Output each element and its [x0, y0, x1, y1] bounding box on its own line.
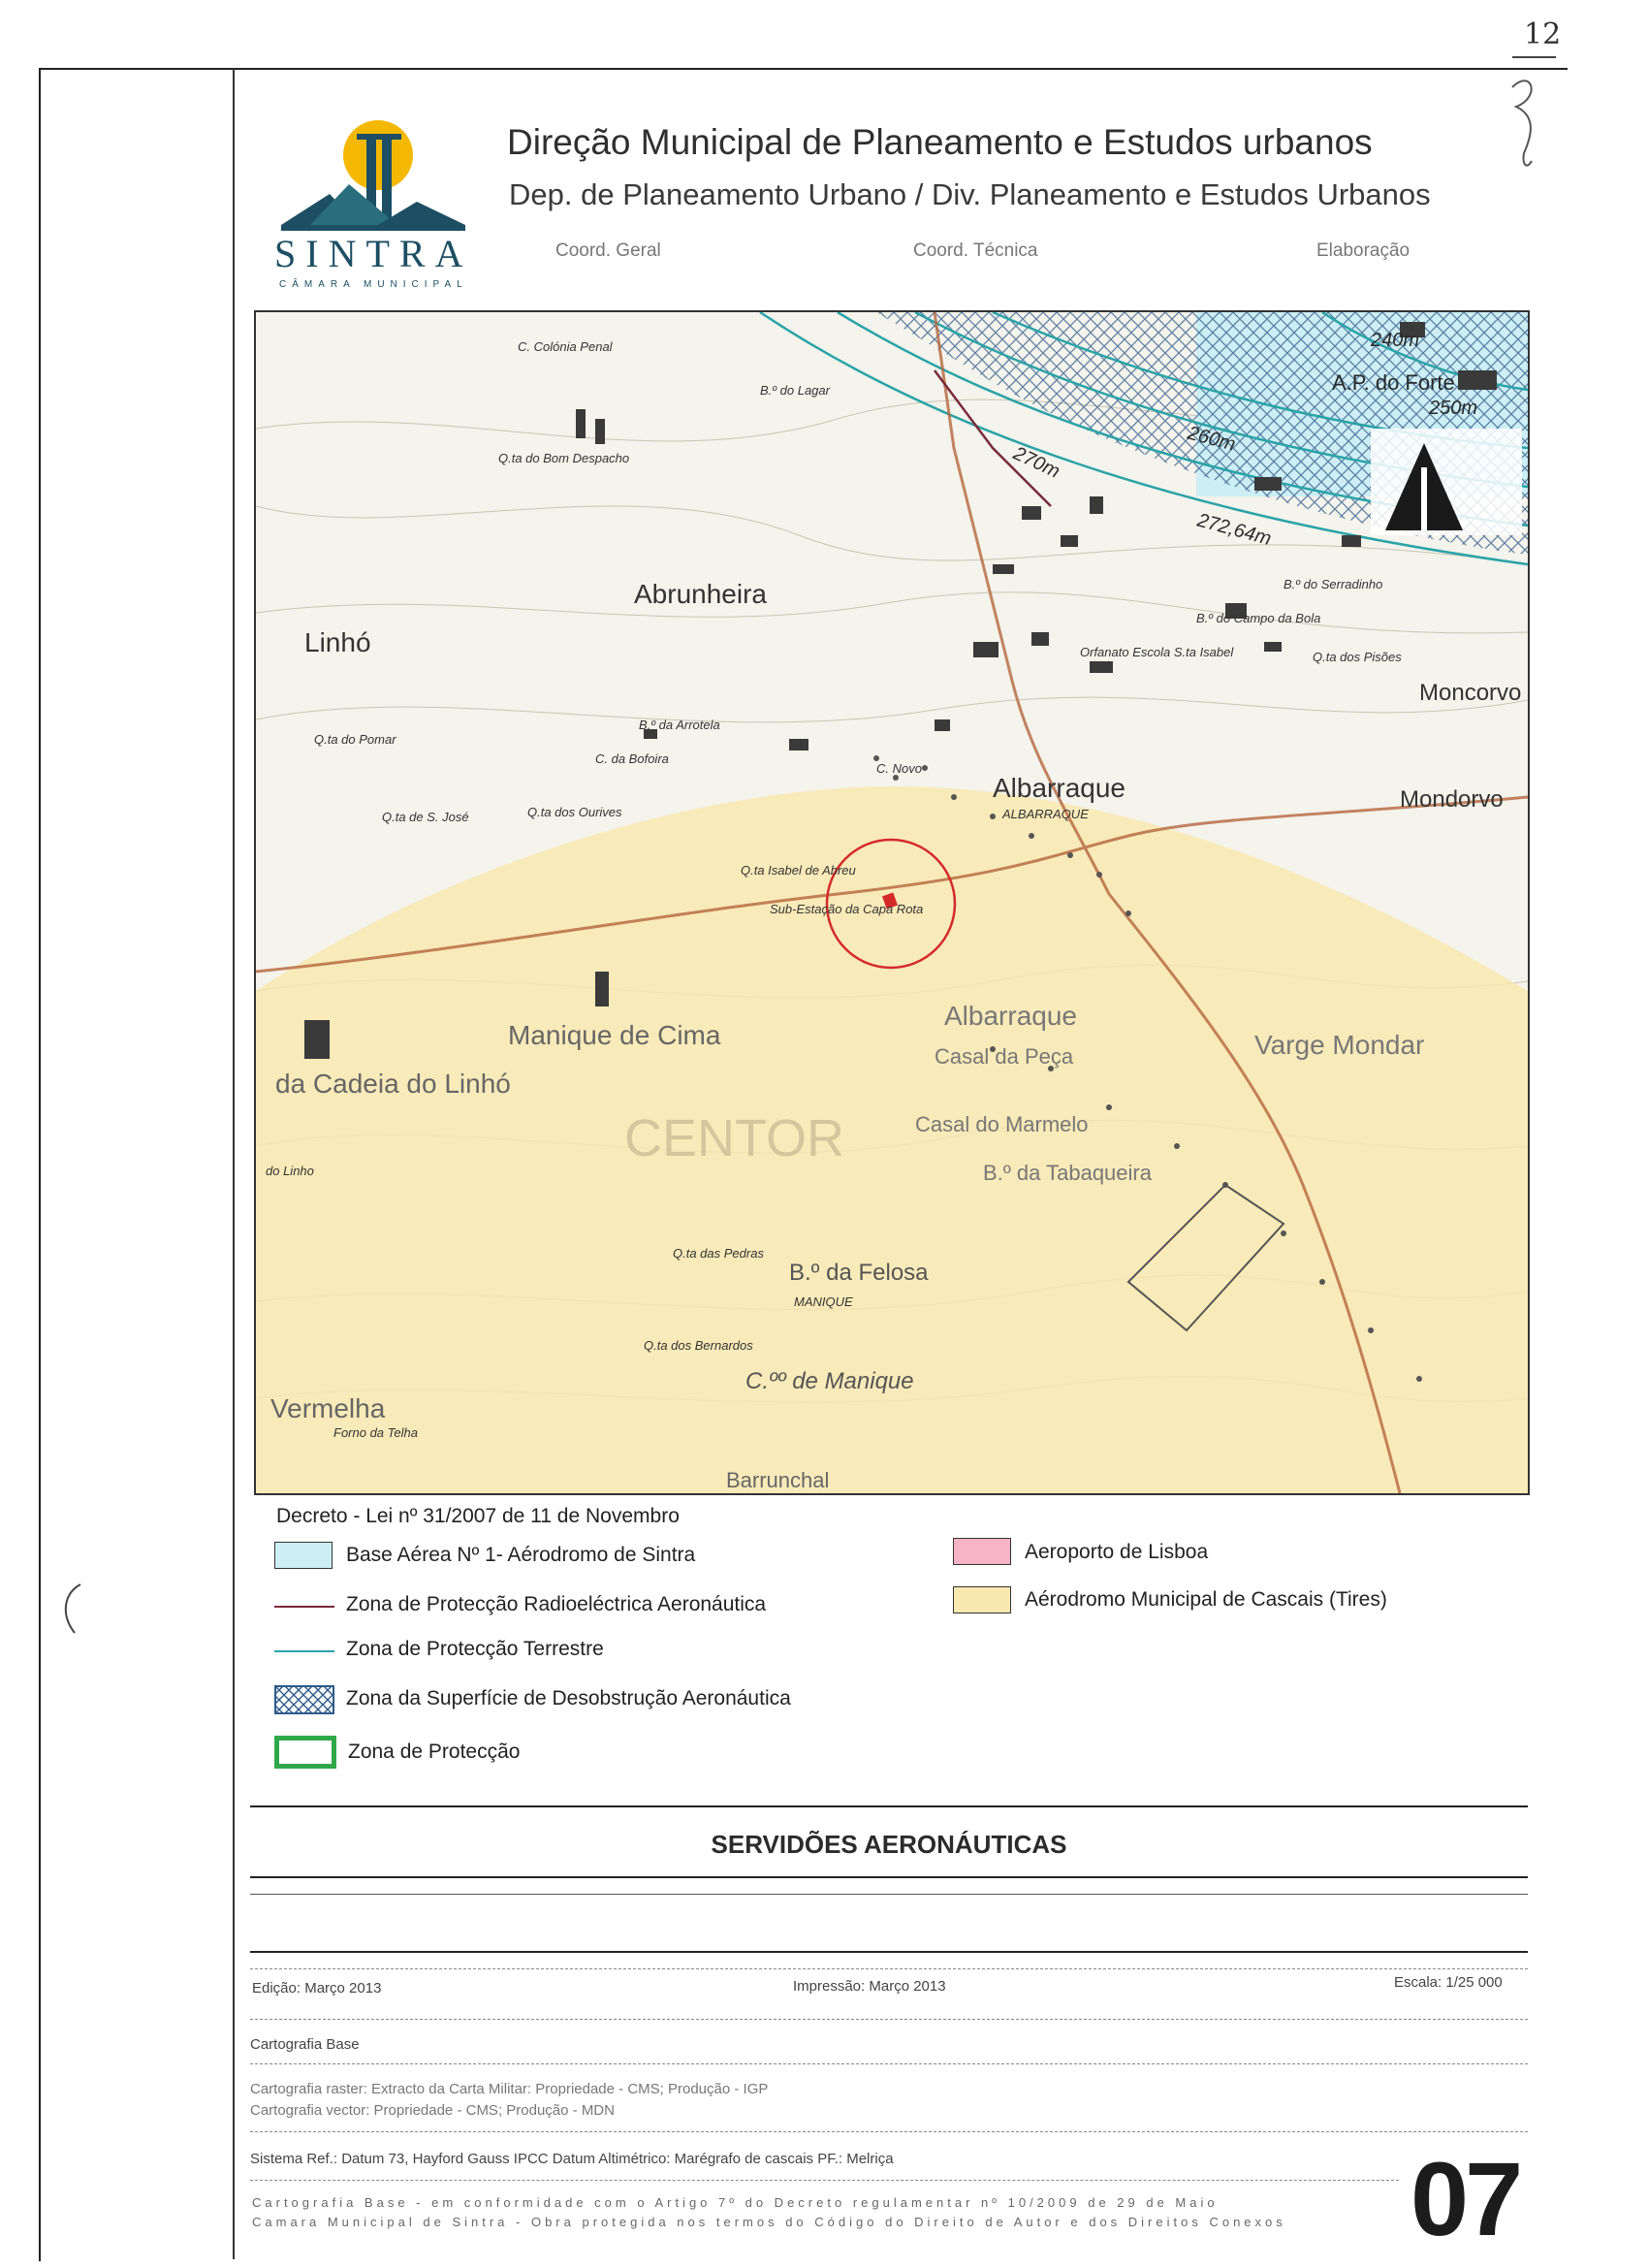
cartography-base-heading: Cartografia Base [250, 2036, 360, 2053]
reference-system: Sistema Ref.: Datum 73, Hayford Gauss IPCC Datum Altimétrico: Marégrafo de cascais PF.: Melriça [250, 2151, 894, 2167]
map-small-label: Q.ta Isabel de Abreu [741, 863, 856, 878]
contour-label: 250m [1429, 398, 1478, 419]
contour-label: 240m [1371, 330, 1420, 351]
map-small-label: ALBARRAQUE [1002, 807, 1089, 821]
place-label: Casal da Peça [935, 1044, 1074, 1069]
title-block-rule [250, 1968, 1528, 1969]
legal-notice-2: Camara Municipal de Sintra - Obra protegida nos termos do Código do Direito de Autor e dos Direitos Conexos [252, 2215, 1286, 2229]
place-label: Casal do Marmelo [915, 1112, 1089, 1136]
title-block-rule [250, 1951, 1528, 1953]
legend-label-hatch: Zona da Superfície de Desobstrução Aeronáutica [346, 1687, 791, 1709]
place-label: Albarraque [944, 1001, 1077, 1031]
legend-swatch-lisboa [953, 1538, 1011, 1565]
map-small-label: Q.ta de S. José [382, 810, 469, 824]
legend-swatch-cascais [953, 1586, 1011, 1613]
handwritten-initial-icon [1503, 68, 1541, 175]
sheet-binding-line [233, 68, 235, 2259]
map-scale: Escala: 1/25 000 [1394, 1974, 1503, 1991]
map-small-label: C. Novo [876, 761, 922, 776]
sheet-number: 07 [1410, 2140, 1520, 2257]
map-canvas [256, 312, 1528, 1493]
place-label: Varge Mondar [1254, 1030, 1425, 1060]
map-small-label: B.º da Arrotela [639, 718, 720, 732]
fort-label: A.P. do Forte [1332, 370, 1455, 395]
department-subtitle: Dep. de Planeamento Urbano / Div. Planeamento e Estudos Urbanos [509, 177, 1431, 211]
map-small-label: Q.ta dos Bernardos [644, 1338, 753, 1353]
title-block-rule [250, 1876, 1528, 1878]
north-arrow-icon [1371, 429, 1522, 535]
map-title: SERVIDÕES AERONÁUTICAS [711, 1830, 1067, 1859]
map-small-label: Q.ta dos Ourives [527, 805, 622, 819]
map-small-label: Q.ta do Bom Despacho [498, 451, 630, 465]
margin-pencil-mark-icon [53, 1581, 92, 1639]
logo-wordmark: SINTRA [274, 232, 473, 275]
coord-tecnica-label: Coord. Técnica [913, 240, 1038, 261]
legend-line-terrestrial [274, 1650, 334, 1652]
legend-label-radioelectric: Zona de Protecção Radioeléctrica Aeronáutica [346, 1593, 767, 1615]
contour-label: 272,64m [1194, 509, 1274, 550]
title-block-rule [250, 2131, 1528, 2132]
place-label: da Cadeia do Linhó [275, 1069, 511, 1099]
map-small-label: B.º do Serradinho [1284, 577, 1383, 591]
title-block-rule [250, 1894, 1528, 1895]
map-small-label: MANIQUE [794, 1294, 853, 1309]
title-block-rule [250, 1805, 1528, 1807]
page-number-underline [1512, 56, 1556, 58]
department-title: Direção Municipal de Planeamento e Estudos urbanos [507, 122, 1373, 162]
map-small-label: Sub-Estação da Capa Rota [770, 902, 924, 916]
cartography-vector: Cartografia vector: Propriedade - CMS; Produção - MDN [250, 2102, 615, 2119]
place-label: Moncorvo [1419, 680, 1522, 706]
legend-label-cascais: Aérodromo Municipal de Cascais (Tires) [1025, 1588, 1387, 1611]
map-small-label: B.º do Lagar [760, 383, 830, 398]
place-label: Linhó [304, 627, 371, 657]
place-label: C.ºº de Manique [745, 1368, 914, 1394]
legend-label-sintra: Base Aérea Nº 1- Aérodromo de Sintra [346, 1544, 696, 1566]
title-block-rule [250, 2063, 1528, 2064]
logo-subtitle: CÂMARA MUNICIPAL [279, 279, 468, 290]
print-date: Impressão: Março 2013 [793, 1978, 946, 1995]
legend-swatch-hatch [274, 1685, 334, 1714]
contour-label: 270m [1009, 442, 1063, 483]
legend-label-lisboa: Aeroporto de Lisboa [1025, 1541, 1209, 1563]
legend-swatch-sintra [274, 1542, 333, 1569]
edition-date: Edição: Março 2013 [252, 1980, 382, 1996]
cartography-raster: Cartografia raster: Extracto da Carta Militar: Propriedade - CMS; Produção - IGP [250, 2081, 769, 2097]
place-label: Vermelha [270, 1393, 386, 1423]
contour-label: 260m [1185, 422, 1238, 456]
place-label: CENTOR [624, 1109, 845, 1167]
legal-notice-1: Cartografia Base - em conformidade com o Artigo 7º do Decreto regulamentar nº 10/2009 de 29 de Maio [252, 2195, 1219, 2210]
legend-swatch-protection [274, 1736, 336, 1769]
map-small-label: Q.ta das Pedras [673, 1246, 764, 1261]
title-block-rule [250, 2019, 1528, 2020]
map-small-label: Q.ta dos Pisões [1313, 650, 1402, 664]
legend-decree: Decreto - Lei nº 31/2007 de 11 de Novembro [276, 1505, 680, 1527]
map-small-label: B.º do Campo da Bola [1196, 611, 1321, 625]
coord-geral-label: Coord. Geral [555, 240, 661, 261]
title-block-rule [250, 2180, 1399, 2181]
legend-label-terrestrial: Zona de Protecção Terrestre [346, 1638, 604, 1660]
place-label: B.º da Felosa [789, 1260, 929, 1286]
map-small-label: Q.ta do Pomar [314, 732, 396, 747]
page-number: 12 [1524, 17, 1562, 51]
elaboracao-label: Elaboração [1316, 240, 1410, 261]
legend-line-radioelectric [274, 1606, 334, 1608]
place-label: Mondorvo [1400, 786, 1504, 813]
map-small-label: C. da Bofoira [595, 751, 669, 766]
place-label: Barrunchal [726, 1468, 830, 1492]
legend-label-protection: Zona de Protecção [348, 1741, 521, 1763]
map-small-label: Forno da Telha [333, 1425, 418, 1440]
place-label: Albarraque [993, 773, 1125, 803]
servitudes-map [254, 310, 1530, 1495]
place-label: Manique de Cima [508, 1020, 721, 1050]
map-small-label: C. Colónia Penal [518, 339, 613, 354]
map-small-label: do Linho [266, 1164, 314, 1178]
place-label: B.º da Tabaqueira [983, 1161, 1152, 1185]
place-label: Abrunheira [634, 579, 767, 609]
map-small-label: Orfanato Escola S.ta Isabel [1080, 645, 1234, 659]
